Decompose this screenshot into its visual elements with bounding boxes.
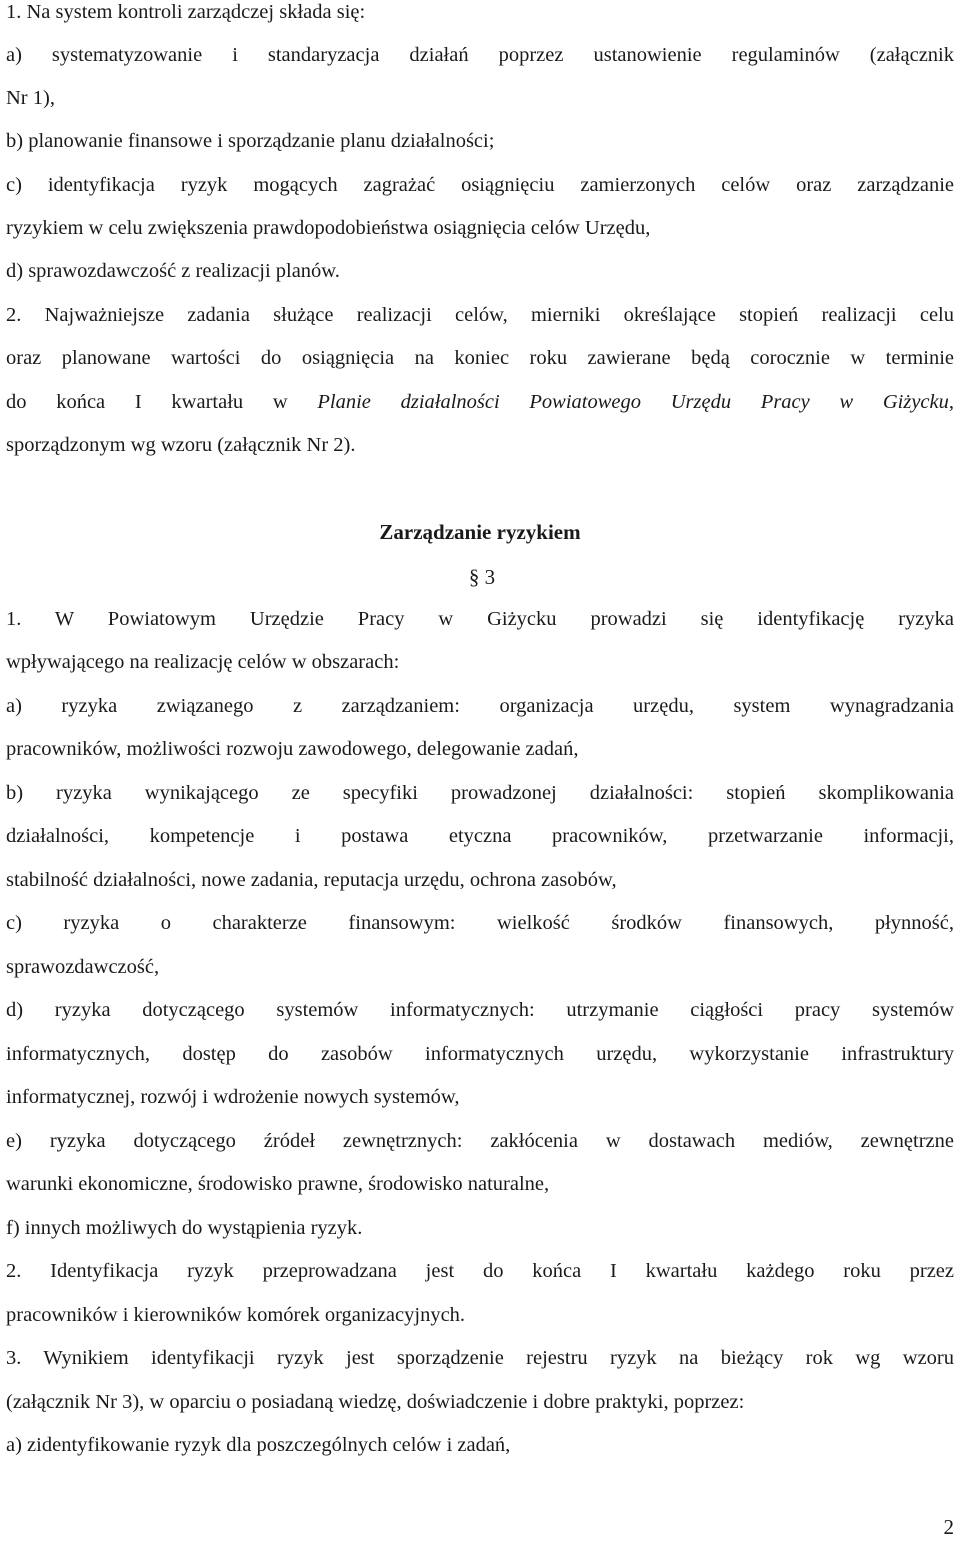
paragraph-line: (załącznik Nr 3), w oparciu o posiadaną wiedzę, doświadczenie i dobre praktyki, poprzez: [6, 1391, 745, 1413]
paragraph-line: informatycznej, rozwój i wdrożenie nowych systemów, [6, 1086, 460, 1108]
paragraph-line: oraz planowane wartości do osiągnięcia na koniec roku zawierane będą corocznie w terminie [6, 347, 954, 369]
paragraph-line: a) ryzyka związanego z zarządzaniem: organizacja urzędu, system wynagradzania [6, 695, 954, 717]
paragraph-line: informatycznych, dostęp do zasobów informatycznych urzędu, wykorzystanie infrastruktury [6, 1043, 954, 1065]
paragraph-line: sprawozdawczość, [6, 956, 160, 978]
text-segment: , [948, 391, 954, 413]
paragraph-line: ryzykiem w celu zwiększenia prawdopodobieństwa osiągnięcia celów Urzędu, [6, 217, 651, 239]
paragraph-line: 1. Na system kontroli zarządczej składa się: [6, 1, 366, 23]
paragraph-line: c) identyfikacja ryzyk mogących zagrażać osiągnięciu zamierzonych celów oraz zarządzanie [6, 174, 954, 196]
paragraph-line: 3. Wynikiem identyfikacji ryzyk jest sporządzenie rejestru ryzyk na bieżący rok wg wzoru [6, 1347, 954, 1369]
paragraph-line: c) ryzyka o charakterze finansowym: wielkość środków finansowych, płynność, [6, 912, 954, 934]
paragraph-line: 2. Identyfikacja ryzyk przeprowadzana jest do końca I kwartału każdego roku przez [6, 1260, 954, 1282]
paragraph-line: b) ryzyka wynikającego ze specyfiki prowadzonej działalności: stopień skomplikowania [6, 782, 954, 804]
paragraph-line: warunki ekonomiczne, środowisko prawne, środowisko naturalne, [6, 1173, 550, 1195]
paragraph-line: 2. Najważniejsze zadania służące realizacji celów, mierniki określające stopień realizacji celu [6, 304, 954, 326]
section-heading: Zarządzanie ryzykiem [379, 520, 581, 544]
section-number: § 3 [468, 565, 496, 589]
paragraph-line: a) systematyzowanie i standaryzacja działań poprzez ustanowienie regulaminów (załącznik [6, 44, 954, 66]
paragraph-line: e) ryzyka dotyczącego źródeł zewnętrznych: zakłócenia w dostawach mediów, zewnętrzne [6, 1130, 954, 1152]
paragraph-line: Nr 1), [6, 87, 55, 109]
paragraph-line: stabilność działalności, nowe zadania, reputacja urzędu, ochrona zasobów, [6, 869, 617, 891]
paragraph-line: pracowników, możliwości rozwoju zawodowego, delegowanie zadań, [6, 738, 579, 760]
paragraph-line: wpływającego na realizację celów w obszarach: [6, 651, 400, 673]
paragraph-line: sporządzonym wg wzoru (załącznik Nr 2). [6, 434, 356, 456]
paragraph-line: d) ryzyka dotyczącego systemów informatycznych: utrzymanie ciągłości pracy systemów [6, 999, 954, 1021]
paragraph-line: a) zidentyfikowanie ryzyk dla poszczególnych celów i zadań, [6, 1434, 511, 1456]
paragraph-line: pracowników i kierowników komórek organizacyjnych. [6, 1304, 466, 1326]
document-title-reference: Planie działalności Powiatowego Urzędu Pracy w Giżycku [317, 391, 949, 413]
paragraph-line: 1. W Powiatowym Urzędzie Pracy w Giżycku prowadzi się identyfikację ryzyka [6, 608, 954, 630]
text-segment: do końca I kwartału w [6, 391, 318, 413]
paragraph-line: działalności, kompetencje i postawa etyczna pracowników, przetwarzanie informacji, [6, 825, 954, 847]
paragraph-line-with-italic [6, 387, 954, 417]
page-number: 2 [943, 1515, 954, 1539]
paragraph-line: f) innych możliwych do wystąpienia ryzyk. [6, 1217, 363, 1239]
paragraph-line: b) planowanie finansowe i sporządzanie planu działalności; [6, 130, 495, 152]
paragraph-line: d) sprawozdawczość z realizacji planów. [6, 260, 340, 282]
